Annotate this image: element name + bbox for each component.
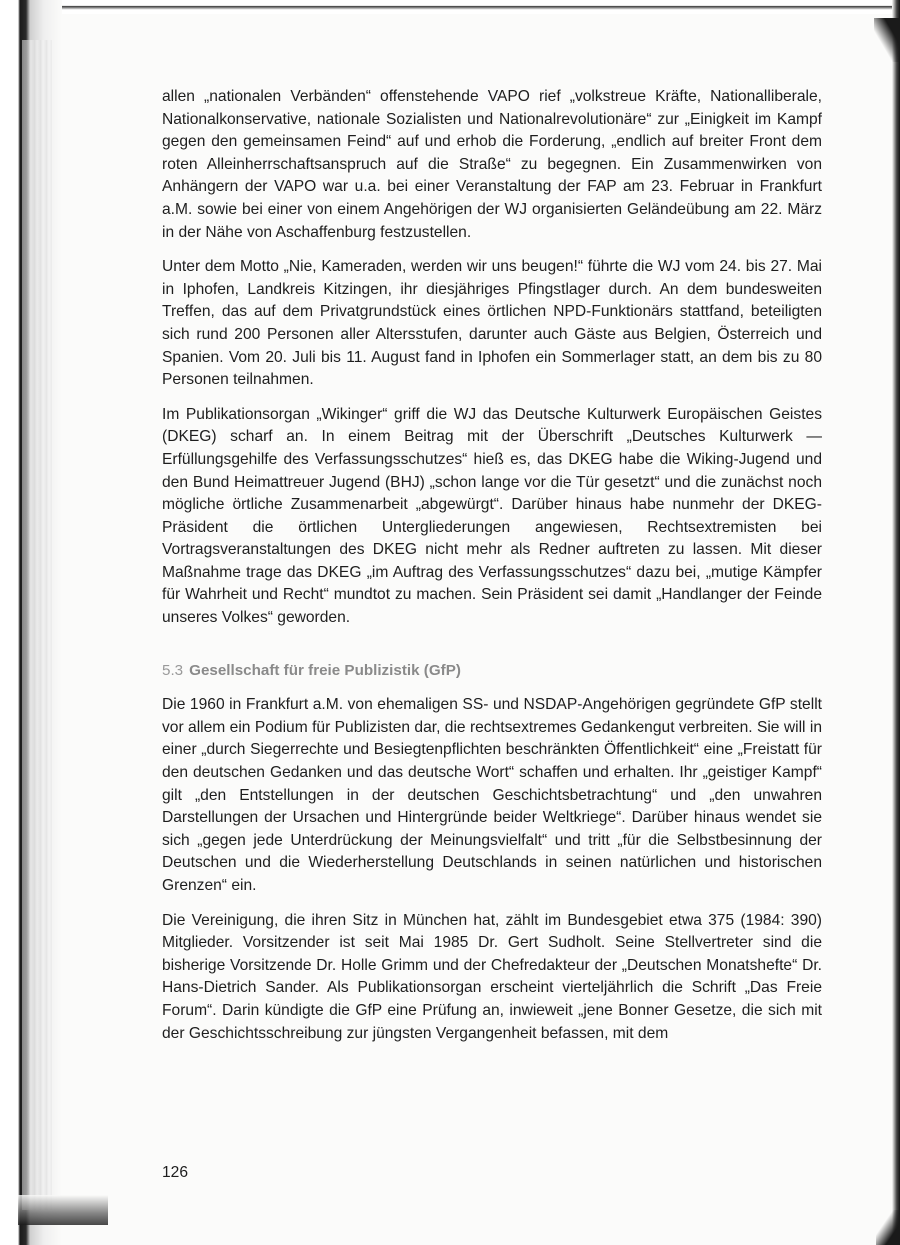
- section-heading: [162, 660, 822, 683]
- section-number: 5.3: [162, 661, 184, 679]
- body-text: [162, 86, 822, 1057]
- scan-edge-top: [0, 0, 900, 14]
- section-title: Gesellschaft für freie Publizistik (GfP): [189, 661, 461, 679]
- binding-shadow: [22, 40, 52, 1210]
- page-number: 126: [162, 1164, 189, 1181]
- scan-edge-bottom-left: [18, 1195, 108, 1225]
- paragraph-pfingstlager: Unter dem Motto „Nie, Kameraden, werden wir uns beugen!“ führte die WJ vom 24. bis 27. Mai in Iphofen, Landkreis Kitzingen, ihr diesjähriges Pfingstlager durch. An dem bundesweiten Treffen, das auf dem Privatgrundstück eines örtlichen NPD-Funktionärs stattfand, beteiligten sich rund 200 Personen aller Altersstufen, darunter auch Gäste aus Belgien, Österreich und Spanien. Vom 20. Juli bis 11. August fand in Iphofen ein Sommerlager statt, an dem bis zu 80 Personen teilnahmen.: [162, 258, 822, 389]
- paragraph-gfp-members: Die Vereinigung, die ihren Sitz in München hat, zählt im Bundesgebiet etwa 375 (1984: 390) Mitglieder. Vorsitzender ist seit Mai 1985 Dr. Gert Sudholt. Seine Stellvertreter sind die bisherige Vorsitzende Dr. Holle Grimm und der Chefredakteur der „Deutschen Monatshefte“ Dr. Hans-Dietrich Sander. Als Publikationsorgan erscheint vierteljährlich die Schrift „Das Freie Forum“. Darin kündigte die GfP eine Prüfung an, inwieweit „jene Bonner Gesetze, die sich mit der Geschichtsschreibung zur jüngsten Vergangenheit befassen, mit dem: [162, 911, 822, 1042]
- paragraph-gfp-founding: Die 1960 in Frankfurt a.M. von ehemaligen SS- und NSDAP-Angehörigen gegründete GfP stellt vor allem ein Podium für Publizisten dar, die rechtsextremes Gedankengut verbreiten. Sie will in einer „durch Siegerrechte und Besiegtenpflichten beschränkten Öffentlichkeit“ eine „Freistatt für den deutschen Gedanken und das deutsche Wort“ schaffen und erhalten. Ihr „geistiger Kampf“ gilt „den Entstellungen in der deutschen Geschichtsbetrachtung“ und „den unwahren Darstellungen der Ursachen und Hintergründe beider Weltkriege“. Darüber hinaus wendet sie sich „gegen jede Unterdrückung der Meinungsvielfalt“ und tritt „für die Selbstbesinnung der Deutschen und die Wiederherstellung Deutschlands in seinen natürlichen und historischen Grenzen“ ein.: [162, 696, 822, 894]
- paragraph-vapo: allen „nationalen Verbänden“ offenstehende VAPO rief „volkstreue Kräfte, Nationalliberale, Nationalkonservative, nationale Sozialisten und Nationalrevolutionäre“ zur „Einigkeit im Kampf gegen den gemeinsamen Feind“ auf und erhob die Forderung, „endlich auf breiter Front dem roten Alleinherrschaftsanspruch auf die Straße“ zu begegnen. Ein Zusammenwirken von Anhängern der VAPO war u.a. bei einer Veranstaltung der FAP am 23. Februar in Frankfurt a.M. sowie bei einer von einem Angehörigen der WJ organisierten Geländeübung am 22. März in der Nähe von Aschaffenburg festzustellen.: [162, 88, 822, 241]
- scan-corner-top-right: [874, 18, 900, 62]
- scan-edge-right: [892, 0, 900, 1245]
- scan-corner-bottom-right: [876, 1210, 900, 1245]
- paragraph-wikinger: Im Publikationsorgan „Wikinger“ griff die WJ das Deutsche Kulturwerk Europäischen Geistes (DKEG) scharf an. In einem Beitrag mit der Überschrift „Deutsches Kulturwerk — Erfüllungsgehilfe des Verfassungsschutzes“ hieß es, das DKEG habe die Wiking-Jugend und den Bund Heimattreuer Jugend (BHJ) „schon lange vor die Tür gesetzt“ und die zunächst noch mögliche örtliche Zusammenarbeit „abgewürgt“. Darüber hinaus habe nunmehr der DKEG-Präsident die örtlichen Untergliederungen angewiesen, Rechtsextremisten bei Vortragsveranstaltungen des DKEG nicht mehr als Redner auftreten zu lassen. Mit dieser Maßnahme trage das DKEG „im Auftrag des Verfassungsschutzes“ dazu bei, „mutige Kämpfer für Wahrheit und Recht“ mundtot zu machen. Sein Präsident sei damit „Handlanger der Feinde unseres Volkes“ geworden.: [162, 405, 822, 627]
